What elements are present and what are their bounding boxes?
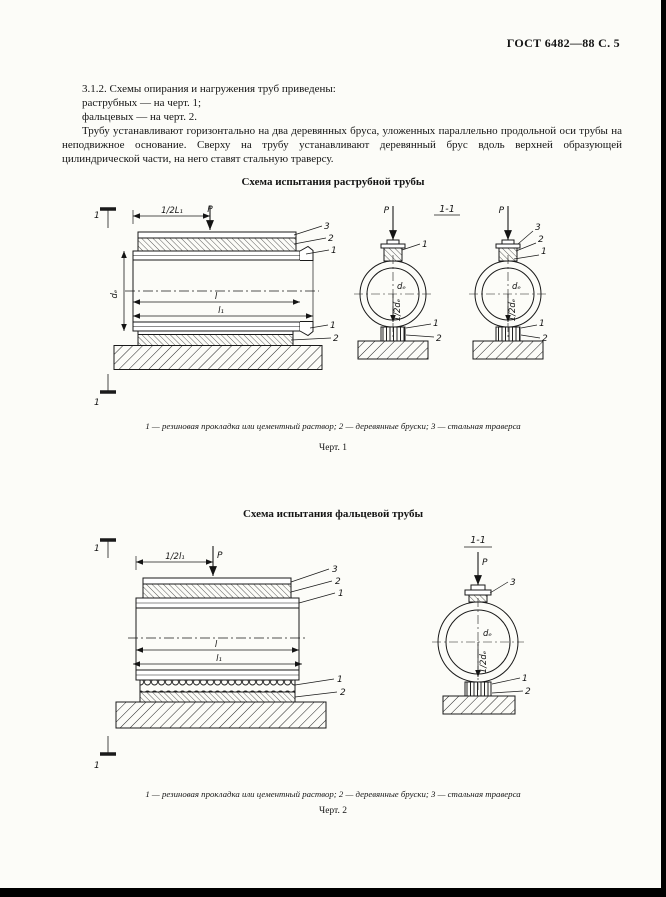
- fig1-steel-traverse: [138, 232, 296, 238]
- fig2-sec-load-label: P: [482, 558, 488, 568]
- fig2-labels: [94, 535, 531, 771]
- fig1-cut-label-top: 1: [94, 211, 100, 221]
- fig1-secB-callout-2-top: 2: [538, 235, 544, 245]
- fig1-secA-wood-blocks-bottom: [381, 327, 405, 341]
- fig1-cut-mark-bottom: [100, 374, 116, 392]
- fig1-secB-wood-blocks-bottom: [496, 327, 520, 341]
- fig2-callout-1-bottom: 1: [337, 675, 343, 685]
- fig1-cross-section-b: [434, 206, 547, 359]
- fig1-l1-label: l₁: [218, 306, 224, 316]
- fig2-wood-strip-bottom: [140, 692, 295, 702]
- fig2-sec-traverse: [465, 590, 491, 595]
- body-text: [62, 82, 622, 166]
- fig1-secA-traverse: [381, 244, 405, 248]
- fig2-cut-mark-bottom: [100, 736, 116, 754]
- fig2-section-title: 1-1: [470, 535, 486, 546]
- fig2-load-label: P: [217, 551, 223, 561]
- fig2-cut-label-top: 1: [94, 544, 100, 554]
- figure1-caption: 1 — резиновая прокладка или цементный раствор; 2 — деревянные бруски; 3 — стальная траверса: [145, 421, 521, 431]
- fig1-wood-bar-top: [138, 238, 296, 251]
- fig1-load-label: P: [207, 205, 213, 215]
- fig1-secA-callout-leaders: [406, 324, 434, 337]
- fig2-cut-label-bottom: 1: [94, 761, 100, 771]
- fig2-steel-traverse: [143, 578, 291, 584]
- fig2-callout-1-top: 1: [338, 589, 344, 599]
- fig1-secA-de-label: dₑ: [397, 282, 406, 292]
- fig1-callout-1-top: 1: [331, 246, 337, 256]
- fig2-sec-de-label: dₑ: [483, 629, 492, 639]
- fig1-secA-callout-1-bottom: 1: [433, 319, 439, 329]
- paragraph-3-1-2: 3.1.2. Схемы опирания и нагружения труб приведены:: [82, 83, 336, 95]
- fig1-callout-1-bottom: 1: [330, 321, 336, 331]
- fig1-de-label: dₑ: [110, 289, 120, 299]
- paragraph-install: Трубу устанавливают горизонтально на два деревянных бруса, уложенных параллельно продольной оси трубы на неподвижное основание. Сверху на трубу устанавливают деревянный брус вдоль верхней образующей цилиндрической части, на него ставят стальную траверсу.: [62, 125, 622, 165]
- fig2-cross-section: [432, 547, 524, 714]
- fig1-base-block: [114, 346, 322, 370]
- fig1-secA-callout-1-top: 1: [422, 240, 428, 250]
- fig1-secA-half-de-label: 1/2dₑ: [393, 298, 403, 322]
- fig2-sec-wood-blocks-bottom: [465, 682, 491, 696]
- fig2-callout-3: 3: [332, 565, 338, 575]
- fig1-cross-section-a: [354, 206, 434, 359]
- fig1-secB-traverse: [496, 244, 520, 248]
- fig2-sec-half-de-label: 1/2dₑ: [479, 650, 489, 674]
- fig2-base-block: [116, 702, 326, 728]
- figure1-number: Черт. 1: [319, 443, 347, 453]
- fig1-secA-load-label: P: [383, 206, 389, 216]
- fig2-half-l1-label: 1/2l₁: [165, 552, 185, 562]
- fig1-secB-de-label: dₑ: [512, 282, 521, 292]
- fig2-cut-mark-top: [100, 540, 116, 558]
- fig2-callout-2-bottom: 2: [340, 688, 346, 698]
- fig2-l1-label: l₁: [216, 654, 222, 664]
- fig1-secB-callout-3: 3: [535, 223, 541, 233]
- fig1-half-l1-label: 1/2L₁: [161, 206, 183, 216]
- fig1-secB-half-de-label: 1/2dₑ: [508, 298, 518, 322]
- figure2-title: Схема испытания фальцевой трубы: [242, 508, 424, 520]
- fig1-callout-3: 3: [324, 222, 330, 232]
- fig1-section-title: 1-1: [439, 204, 455, 215]
- fig1-secB-load-label: P: [498, 206, 504, 216]
- scan-edge-right: [661, 0, 666, 897]
- fig1-wood-strip-bottom: [138, 335, 293, 346]
- list-item-falz: фальцевых — на черт. 2.: [82, 111, 197, 123]
- fig2-side-view: [100, 540, 337, 754]
- figure2-caption: 1 — резиновая прокладка или цементный раствор; 2 — деревянные бруски; 3 — стальная траверса: [145, 789, 521, 799]
- page-header-doc-code: ГОСТ 6482—88 С. 5: [506, 36, 620, 50]
- fig2-callout-2-top: 2: [335, 577, 341, 587]
- figure2-number: Черт. 2: [319, 806, 347, 816]
- fig1-secB-callout-1-top: 1: [541, 247, 547, 257]
- figure1-title: Схема испытания раструбной трубы: [241, 176, 425, 188]
- fig2-sec-callout-2-bottom: 2: [525, 687, 531, 697]
- fig1-cut-label-bottom: 1: [94, 398, 100, 408]
- fig2-sec-callout-3: 3: [510, 578, 516, 588]
- fig2-sec-base-block: [443, 696, 515, 714]
- figure2-drawing: [88, 532, 580, 772]
- scan-edge-bottom: [0, 888, 666, 897]
- figure1-drawing: [88, 202, 580, 408]
- fig1-secB-callout-2-bottom: 2: [542, 334, 548, 344]
- fig1-secB-base-block: [473, 341, 543, 359]
- fig2-l-label: l: [214, 640, 218, 650]
- fig2-wood-bar-top: [143, 584, 291, 598]
- list-item-rastrub: раструбных — на черт. 1;: [82, 97, 202, 109]
- fig1-l-label: l: [214, 292, 218, 302]
- fig2-sec-callout-1-bottom: 1: [522, 674, 528, 684]
- fig1-callout-2-bottom: 2: [333, 334, 339, 344]
- fig1-cut-mark-top: [100, 209, 116, 228]
- fig1-gasket-bottom: [138, 331, 293, 335]
- fig1-secA-base-block: [358, 341, 428, 359]
- fig1-callout-2-top: 2: [328, 234, 334, 244]
- fig1-secA-callout-2-bottom: 2: [436, 334, 442, 344]
- fig2-rubber-gasket: [140, 680, 295, 692]
- fig1-secB-callout-1-bottom: 1: [539, 319, 545, 329]
